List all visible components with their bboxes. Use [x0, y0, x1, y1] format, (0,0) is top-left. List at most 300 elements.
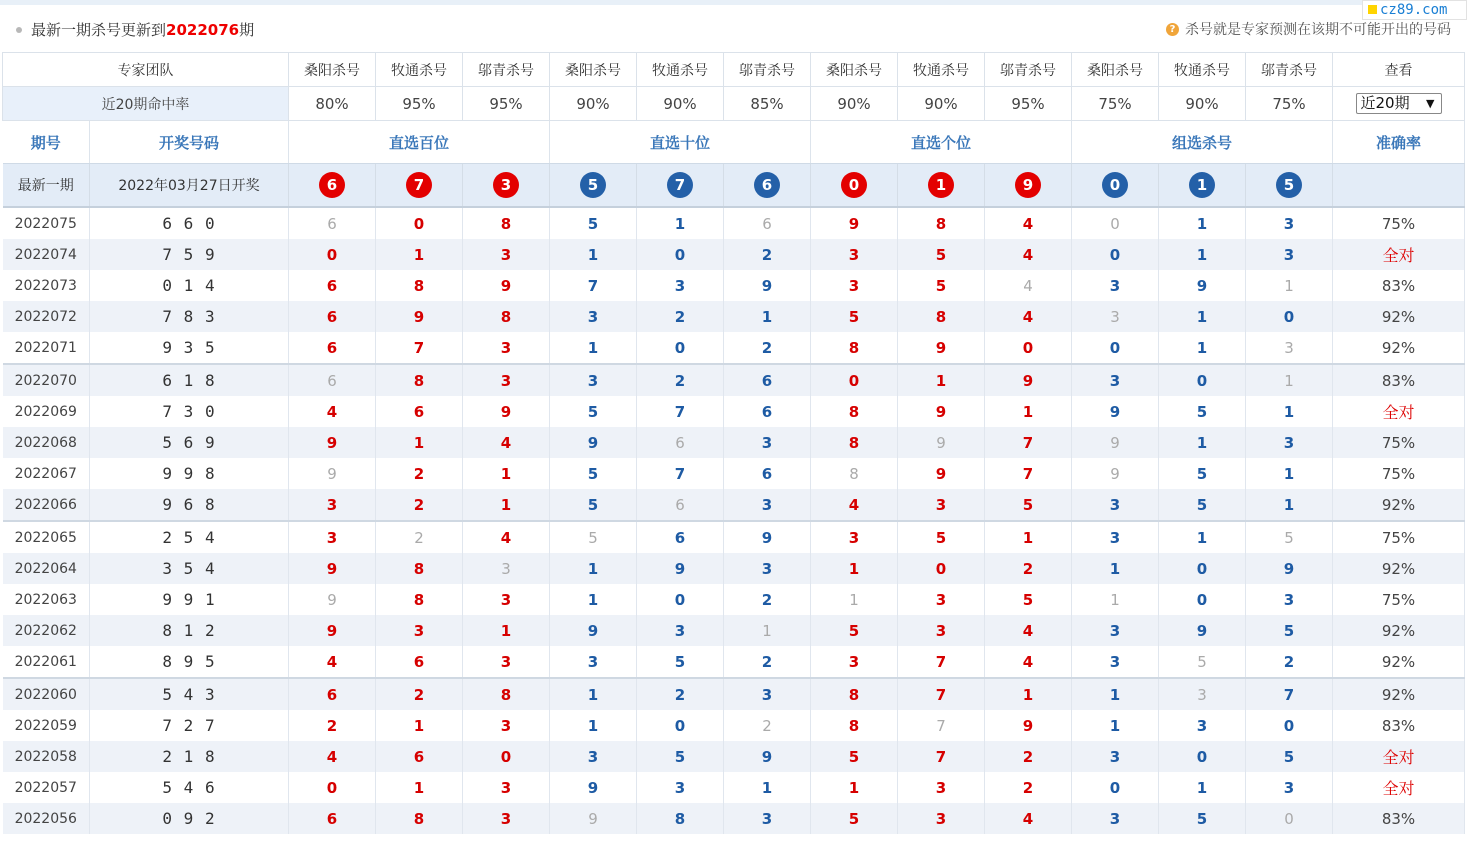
kill-number: 8: [848, 685, 860, 704]
kill-number: 1: [1196, 778, 1208, 797]
issue-number: 2022070: [3, 364, 90, 396]
kill-number: 9: [936, 433, 946, 452]
kill-number: 2: [1283, 652, 1295, 671]
kill-number: 5: [674, 652, 686, 671]
draw-number: 8 9 5: [90, 646, 289, 678]
kill-ball: 5: [1276, 172, 1302, 198]
kill-number: 3: [1110, 307, 1120, 326]
kill-number: 1: [587, 716, 599, 735]
view-label: 查看: [1333, 53, 1465, 87]
issue-number: 2022067: [3, 458, 90, 489]
kill-number: 8: [413, 590, 425, 609]
kill-number: 3: [848, 652, 860, 671]
accuracy-header: 准确率: [1333, 121, 1465, 164]
kill-number: 4: [326, 652, 338, 671]
issue-number: 2022072: [3, 301, 90, 332]
kill-number: 6: [326, 338, 338, 357]
kill-number: 1: [761, 307, 773, 326]
issue-number: 2022058: [3, 741, 90, 772]
draw-number: 8 1 2: [90, 615, 289, 646]
kill-number: 1: [1109, 685, 1121, 704]
kill-number: 0: [1022, 338, 1034, 357]
issue-number: 2022056: [3, 803, 90, 834]
kill-number: 2: [1022, 559, 1034, 578]
kill-number: 0: [1109, 245, 1121, 264]
kill-ball: 0: [841, 172, 867, 198]
kill-number: 5: [588, 528, 598, 547]
kill-number: 6: [674, 528, 686, 547]
issue-number: 2022062: [3, 615, 90, 646]
kill-number: 0: [674, 716, 686, 735]
kill-ball: 1: [1189, 172, 1215, 198]
table-row: [3, 553, 1465, 584]
kill-number: 3: [761, 495, 773, 514]
kill-number: 1: [1196, 338, 1208, 357]
kill-ball: 7: [406, 172, 432, 198]
kill-number: 1: [1109, 716, 1121, 735]
accuracy-value: 92%: [1333, 615, 1465, 646]
issue-number: 2022069: [3, 396, 90, 427]
kill-number: 3: [501, 559, 511, 578]
kill-number: 2: [674, 371, 686, 390]
kill-number: 9: [326, 621, 338, 640]
kill-number: 1: [587, 245, 599, 264]
kill-number: 3: [500, 590, 512, 609]
kill-number: 2: [1022, 747, 1034, 766]
kill-number: 7: [674, 402, 686, 421]
kill-ball: 9: [1015, 172, 1041, 198]
kill-number: 3: [1196, 716, 1208, 735]
kill-number: 3: [935, 590, 947, 609]
kill-number: 6: [327, 214, 337, 233]
hit-rate: 90%: [811, 87, 898, 121]
kill-number: 2: [326, 716, 338, 735]
kill-number: 3: [1109, 276, 1121, 295]
kill-number: 2: [761, 590, 773, 609]
hit-rate-row: [3, 87, 1465, 121]
kill-number: 3: [761, 433, 773, 452]
kill-number: 0: [1109, 778, 1121, 797]
kill-number: 3: [674, 621, 686, 640]
draw-number: 7 3 0: [90, 396, 289, 427]
kill-number: 9: [935, 464, 947, 483]
group-kill-header: 组选杀号: [1072, 121, 1333, 164]
kill-number: 6: [413, 747, 425, 766]
kill-number: 1: [1196, 214, 1208, 233]
kill-number: 4: [326, 747, 338, 766]
kill-number: 2: [413, 495, 425, 514]
period-select-cell: [1333, 87, 1465, 121]
kill-number: 3: [413, 621, 425, 640]
hit-rate: 90%: [1159, 87, 1246, 121]
kill-number: 5: [587, 464, 599, 483]
kill-number: 8: [849, 464, 859, 483]
expert-name: 桑阳杀号: [811, 53, 898, 87]
issue-number: 2022063: [3, 584, 90, 615]
kill-number: 3: [1283, 245, 1295, 264]
draw-number: 5 6 9: [90, 427, 289, 458]
accuracy-value: 75%: [1333, 521, 1465, 553]
kill-number: 3: [587, 652, 599, 671]
kill-number: 7: [674, 464, 686, 483]
kill-number: 1: [761, 778, 773, 797]
kill-number: 0: [326, 778, 338, 797]
dropdown-arrow-icon: ▼: [1426, 97, 1435, 110]
kill-number: 9: [1196, 621, 1208, 640]
kill-number: 3: [761, 685, 773, 704]
kill-number: 9: [587, 778, 599, 797]
kill-number: 3: [935, 809, 947, 828]
kill-number: 1: [1284, 371, 1294, 390]
accuracy-value: 92%: [1333, 489, 1465, 521]
kill-number: 5: [1022, 590, 1034, 609]
kill-number: 4: [848, 495, 860, 514]
kill-number: 9: [1109, 402, 1121, 421]
draw-number: 6 6 0: [90, 207, 289, 239]
kill-number: 9: [500, 402, 512, 421]
kill-number: 3: [1109, 809, 1121, 828]
table-row: [3, 772, 1465, 803]
kill-number: 4: [1022, 809, 1034, 828]
table-row: [3, 427, 1465, 458]
expert-name: 桑阳杀号: [1072, 53, 1159, 87]
expert-name: 邬青杀号: [724, 53, 811, 87]
kill-number: 9: [1110, 464, 1120, 483]
kill-number: 8: [935, 307, 947, 326]
update-prefix: 最新一期杀号更新到: [31, 21, 167, 39]
kill-number: 1: [1110, 590, 1120, 609]
issue-number: 2022060: [3, 678, 90, 710]
units-header: 直选个位: [811, 121, 1072, 164]
kill-number: 0: [674, 590, 686, 609]
period-select[interactable]: [1356, 93, 1442, 114]
hit-rate: 90%: [550, 87, 637, 121]
kill-number: 3: [500, 809, 512, 828]
kill-number: 4: [1022, 652, 1034, 671]
kill-number: 7: [1022, 464, 1034, 483]
accuracy-value: 75%: [1333, 207, 1465, 239]
kill-number: 1: [587, 685, 599, 704]
kill-number: 7: [935, 652, 947, 671]
kill-number: 8: [413, 276, 425, 295]
draw-number: 9 9 1: [90, 584, 289, 615]
kill-number: 3: [1109, 652, 1121, 671]
kill-number: 1: [848, 559, 860, 578]
kill-number: 9: [1283, 559, 1295, 578]
kill-number: 1: [1283, 402, 1295, 421]
kill-number: 4: [500, 433, 512, 452]
table-row: [3, 332, 1465, 364]
kill-number: 6: [413, 402, 425, 421]
question-icon: ?: [1166, 23, 1179, 36]
kill-number: 6: [762, 214, 772, 233]
hit-rate: 95%: [376, 87, 463, 121]
kill-number: 6: [326, 276, 338, 295]
kill-number: 7: [413, 338, 425, 357]
kill-number: 4: [1023, 276, 1033, 295]
kill-number: 5: [1283, 747, 1295, 766]
issue-number: 2022071: [3, 332, 90, 364]
kill-number: 3: [587, 371, 599, 390]
kill-number: 7: [935, 747, 947, 766]
kill-number: 1: [413, 433, 425, 452]
kill-number: 6: [761, 402, 773, 421]
accuracy-value: 全对: [1333, 772, 1465, 803]
kill-number: 6: [326, 809, 338, 828]
kill-number: 7: [1283, 685, 1295, 704]
kill-number: 6: [675, 495, 685, 514]
kill-number: 1: [674, 214, 686, 233]
kill-number: 3: [500, 778, 512, 797]
kill-number: 0: [935, 559, 947, 578]
kill-number: 8: [848, 402, 860, 421]
kill-number: 3: [1283, 214, 1295, 233]
kill-number: 3: [500, 716, 512, 735]
kill-number: 1: [1284, 276, 1294, 295]
latest-accuracy: [1333, 164, 1465, 208]
kill-number: 2: [414, 528, 424, 547]
kill-number: 0: [674, 245, 686, 264]
kill-number: 3: [848, 245, 860, 264]
latest-date: 2022年03月27日开奖: [90, 164, 289, 208]
kill-ball: 5: [580, 172, 606, 198]
hit-rate: 95%: [463, 87, 550, 121]
kill-number: 0: [1196, 559, 1208, 578]
table-row: [3, 270, 1465, 301]
kill-ball: 0: [1102, 172, 1128, 198]
kill-number: 8: [413, 371, 425, 390]
kill-number: 8: [848, 716, 860, 735]
expert-name: 牧通杀号: [637, 53, 724, 87]
kill-number: 5: [935, 276, 947, 295]
kill-number: 3: [935, 621, 947, 640]
logo-text: cz89.com: [1380, 2, 1448, 18]
table-row: [3, 803, 1465, 834]
kill-number: 5: [587, 495, 599, 514]
kill-number: 9: [935, 338, 947, 357]
kill-number: 3: [674, 778, 686, 797]
update-suffix: 期: [239, 21, 255, 39]
kill-number: 4: [1022, 307, 1034, 326]
accuracy-value: 92%: [1333, 553, 1465, 584]
kill-number: 2: [762, 716, 772, 735]
help-note: [1166, 19, 1451, 39]
kill-number: 1: [849, 590, 859, 609]
kill-number: 9: [587, 433, 599, 452]
kill-number: 3: [1109, 747, 1121, 766]
expert-name: 邬青杀号: [463, 53, 550, 87]
kill-number: 3: [1109, 495, 1121, 514]
kill-number: 9: [413, 307, 425, 326]
table-row: [3, 207, 1465, 239]
kill-number: 3: [326, 495, 338, 514]
kill-number: 8: [413, 809, 425, 828]
hit-rate-label: 近20期命中率: [3, 87, 289, 121]
expert-name: 桑阳杀号: [550, 53, 637, 87]
kill-number: 4: [1022, 245, 1034, 264]
latest-issue-row: [3, 164, 1465, 208]
accuracy-value: 92%: [1333, 646, 1465, 678]
kill-number: 5: [1197, 652, 1207, 671]
kill-number: 0: [1196, 590, 1208, 609]
draw-number: 9 6 8: [90, 489, 289, 521]
kill-number: 5: [1196, 402, 1208, 421]
kill-number: 5: [935, 245, 947, 264]
kill-number: 5: [848, 747, 860, 766]
kill-number: 5: [1196, 809, 1208, 828]
accuracy-value: 75%: [1333, 458, 1465, 489]
kill-number: 1: [762, 621, 772, 640]
kill-number: 1: [935, 371, 947, 390]
expert-name: 牧通杀号: [898, 53, 985, 87]
kill-number: 6: [413, 652, 425, 671]
kill-number: 0: [674, 338, 686, 357]
kill-number: 5: [587, 214, 599, 233]
table-row: [3, 521, 1465, 553]
issue-number: 2022057: [3, 772, 90, 803]
draw-number: 2 5 4: [90, 521, 289, 553]
kill-number: 8: [935, 214, 947, 233]
kill-number: 1: [1022, 685, 1034, 704]
kill-number: 3: [1284, 338, 1294, 357]
kill-number: 0: [413, 214, 425, 233]
issue-number: 2022075: [3, 207, 90, 239]
table-row: [3, 646, 1465, 678]
draw-number: 5 4 3: [90, 678, 289, 710]
kill-number: 3: [935, 778, 947, 797]
table-row: [3, 615, 1465, 646]
kill-number: 8: [500, 214, 512, 233]
kill-number: 9: [848, 214, 860, 233]
issue-number: 2022068: [3, 427, 90, 458]
kill-number: 8: [848, 433, 860, 452]
kill-number: 6: [326, 685, 338, 704]
kill-number: 7: [587, 276, 599, 295]
kill-number: 5: [1022, 495, 1034, 514]
kill-number: 1: [500, 495, 512, 514]
draw-number: 0 9 2: [90, 803, 289, 834]
kill-number: 2: [761, 338, 773, 357]
kill-number: 9: [1196, 276, 1208, 295]
kill-number: 7: [936, 716, 946, 735]
kill-number: 0: [1110, 214, 1120, 233]
kill-number: 5: [1284, 528, 1294, 547]
column-header-row: [3, 121, 1465, 164]
kill-number: 1: [500, 464, 512, 483]
kill-number: 1: [1283, 495, 1295, 514]
kill-number: 1: [413, 778, 425, 797]
draw-number: 3 5 4: [90, 553, 289, 584]
kill-number: 2: [761, 652, 773, 671]
kill-number: 3: [1109, 528, 1121, 547]
kill-number: 7: [1022, 433, 1034, 452]
kill-number: 8: [848, 338, 860, 357]
kill-number: 0: [1109, 338, 1121, 357]
kill-ball: 6: [319, 172, 345, 198]
kill-number: 9: [674, 559, 686, 578]
kill-ball: 1: [928, 172, 954, 198]
kill-number: 2: [413, 685, 425, 704]
table-row: [3, 710, 1465, 741]
kill-number: 5: [848, 307, 860, 326]
accuracy-value: 83%: [1333, 364, 1465, 396]
kill-number: 0: [500, 747, 512, 766]
draw-number: 7 8 3: [90, 301, 289, 332]
kill-number: 8: [500, 307, 512, 326]
kill-number-table-wrap: [2, 52, 1464, 834]
kill-ball: 6: [754, 172, 780, 198]
draw-number: 9 9 8: [90, 458, 289, 489]
issue-number: 2022074: [3, 239, 90, 270]
draw-number: 7 2 7: [90, 710, 289, 741]
kill-number: 4: [500, 528, 512, 547]
accuracy-value: 83%: [1333, 270, 1465, 301]
draw-number: 6 1 8: [90, 364, 289, 396]
hit-rate: 80%: [289, 87, 376, 121]
kill-number: 3: [1109, 371, 1121, 390]
bullet-dot-icon: [16, 27, 22, 33]
kill-number: 0: [848, 371, 860, 390]
hit-rate: 95%: [985, 87, 1072, 121]
kill-number: 0: [1284, 809, 1294, 828]
kill-number: 4: [1022, 621, 1034, 640]
kill-number: 4: [1022, 214, 1034, 233]
kill-number: 9: [326, 559, 338, 578]
kill-number: 8: [500, 685, 512, 704]
issue-number: 2022073: [3, 270, 90, 301]
issue-number: 2022065: [3, 521, 90, 553]
kill-number: 3: [761, 809, 773, 828]
kill-number: 9: [1110, 433, 1120, 452]
page-header: [0, 5, 1467, 51]
table-row: [3, 396, 1465, 427]
team-label: 专家团队: [3, 53, 289, 87]
kill-number: 2: [674, 685, 686, 704]
help-note-text: 杀号就是专家预测在该期不可能开出的号码: [1185, 22, 1451, 38]
accuracy-value: 全对: [1333, 741, 1465, 772]
kill-number: 6: [761, 371, 773, 390]
kill-number: 1: [1022, 402, 1034, 421]
kill-number: 6: [327, 371, 337, 390]
kill-number: 9: [935, 402, 947, 421]
kill-number: 2: [413, 464, 425, 483]
kill-number: 3: [935, 495, 947, 514]
hit-rate: 85%: [724, 87, 811, 121]
issue-number: 2022061: [3, 646, 90, 678]
issue-number: 2022064: [3, 553, 90, 584]
kill-number: 1: [1109, 559, 1121, 578]
expert-name: 邬青杀号: [985, 53, 1072, 87]
kill-number: 9: [761, 528, 773, 547]
kill-number: 3: [1283, 778, 1295, 797]
kill-ball: 3: [493, 172, 519, 198]
kill-number: 0: [1283, 716, 1295, 735]
kill-number: 3: [500, 338, 512, 357]
kill-number: 5: [848, 621, 860, 640]
kill-number: 1: [587, 590, 599, 609]
hit-rate: 90%: [637, 87, 724, 121]
kill-number: 3: [500, 371, 512, 390]
kill-number: 3: [761, 559, 773, 578]
kill-number: 8: [674, 809, 686, 828]
draw-number: 0 1 4: [90, 270, 289, 301]
accuracy-value: 全对: [1333, 396, 1465, 427]
kill-number: 5: [848, 809, 860, 828]
kill-number: 2: [1022, 778, 1034, 797]
kill-number: 3: [1283, 433, 1295, 452]
kill-number: 9: [1022, 371, 1034, 390]
kill-number: 1: [1283, 464, 1295, 483]
